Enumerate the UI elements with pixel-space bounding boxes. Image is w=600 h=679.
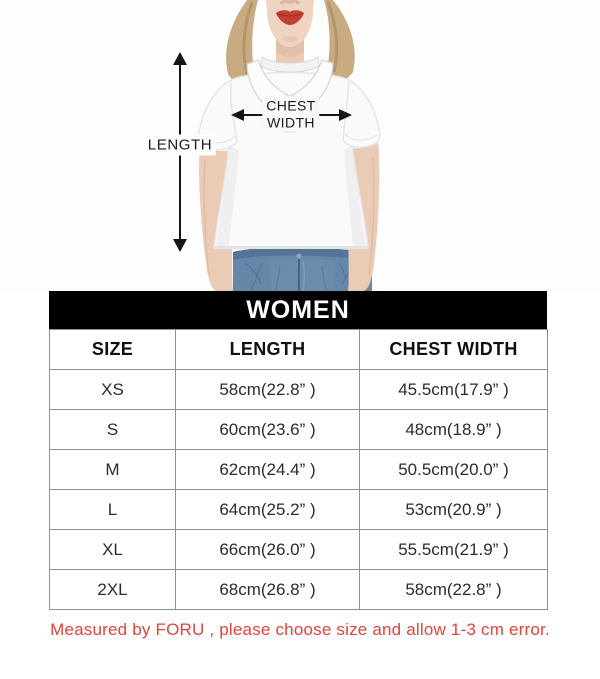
chest-width-cell: 58cm(22.8” ) (360, 570, 548, 610)
table-row-s (50, 410, 548, 450)
chest-width-arrow-right-head (339, 109, 352, 121)
chest-width-cell: 48cm(18.9” ) (360, 410, 548, 450)
size-cell: 2XL (50, 570, 176, 610)
table-header-row (50, 330, 548, 370)
length-label: LENGTH (144, 135, 216, 156)
chest-width-label-line1: CHEST (266, 97, 316, 114)
col-header-length: LENGTH (176, 330, 360, 370)
length-arrow-top-head (173, 52, 187, 65)
chest-width-cell: 45.5cm(17.9” ) (360, 370, 548, 410)
length-cell: 68cm(26.8” ) (176, 570, 360, 610)
length-cell: 62cm(24.4” ) (176, 450, 360, 490)
size-chart-table (49, 329, 548, 610)
chest-width-cell: 55.5cm(21.9” ) (360, 530, 548, 570)
product-photo (0, 0, 600, 291)
size-cell: XS (50, 370, 176, 410)
col-header-chest-width: CHEST WIDTH (360, 330, 548, 370)
chest-width-label-line2: WIDTH (267, 114, 315, 130)
chest-width-label (262, 96, 319, 131)
length-cell: 64cm(25.2” ) (176, 490, 360, 530)
length-cell: 66cm(26.0” ) (176, 530, 360, 570)
length-cell: 60cm(23.6” ) (176, 410, 360, 450)
table-row-xl (50, 530, 548, 570)
length-arrow-bottom-head (173, 239, 187, 252)
table-row-l (50, 490, 548, 530)
chest-width-cell: 53cm(20.9” ) (360, 490, 548, 530)
chest-width-arrow-left-head (231, 109, 244, 121)
table-row-xs (50, 370, 548, 410)
footnote-text: Measured by FORU , please choose size and allow 1-3 cm error. (50, 620, 550, 639)
col-header-size: SIZE (50, 330, 176, 370)
size-chart-title: WOMEN (49, 291, 547, 329)
table-row-2xl (50, 570, 548, 610)
size-chart (49, 291, 547, 610)
size-cell: L (50, 490, 176, 530)
length-cell: 58cm(22.8” ) (176, 370, 360, 410)
size-cell: M (50, 450, 176, 490)
size-cell: S (50, 410, 176, 450)
size-cell: XL (50, 530, 176, 570)
chest-width-cell: 50.5cm(20.0” ) (360, 450, 548, 490)
model-photo (0, 0, 600, 291)
table-row-m (50, 450, 548, 490)
